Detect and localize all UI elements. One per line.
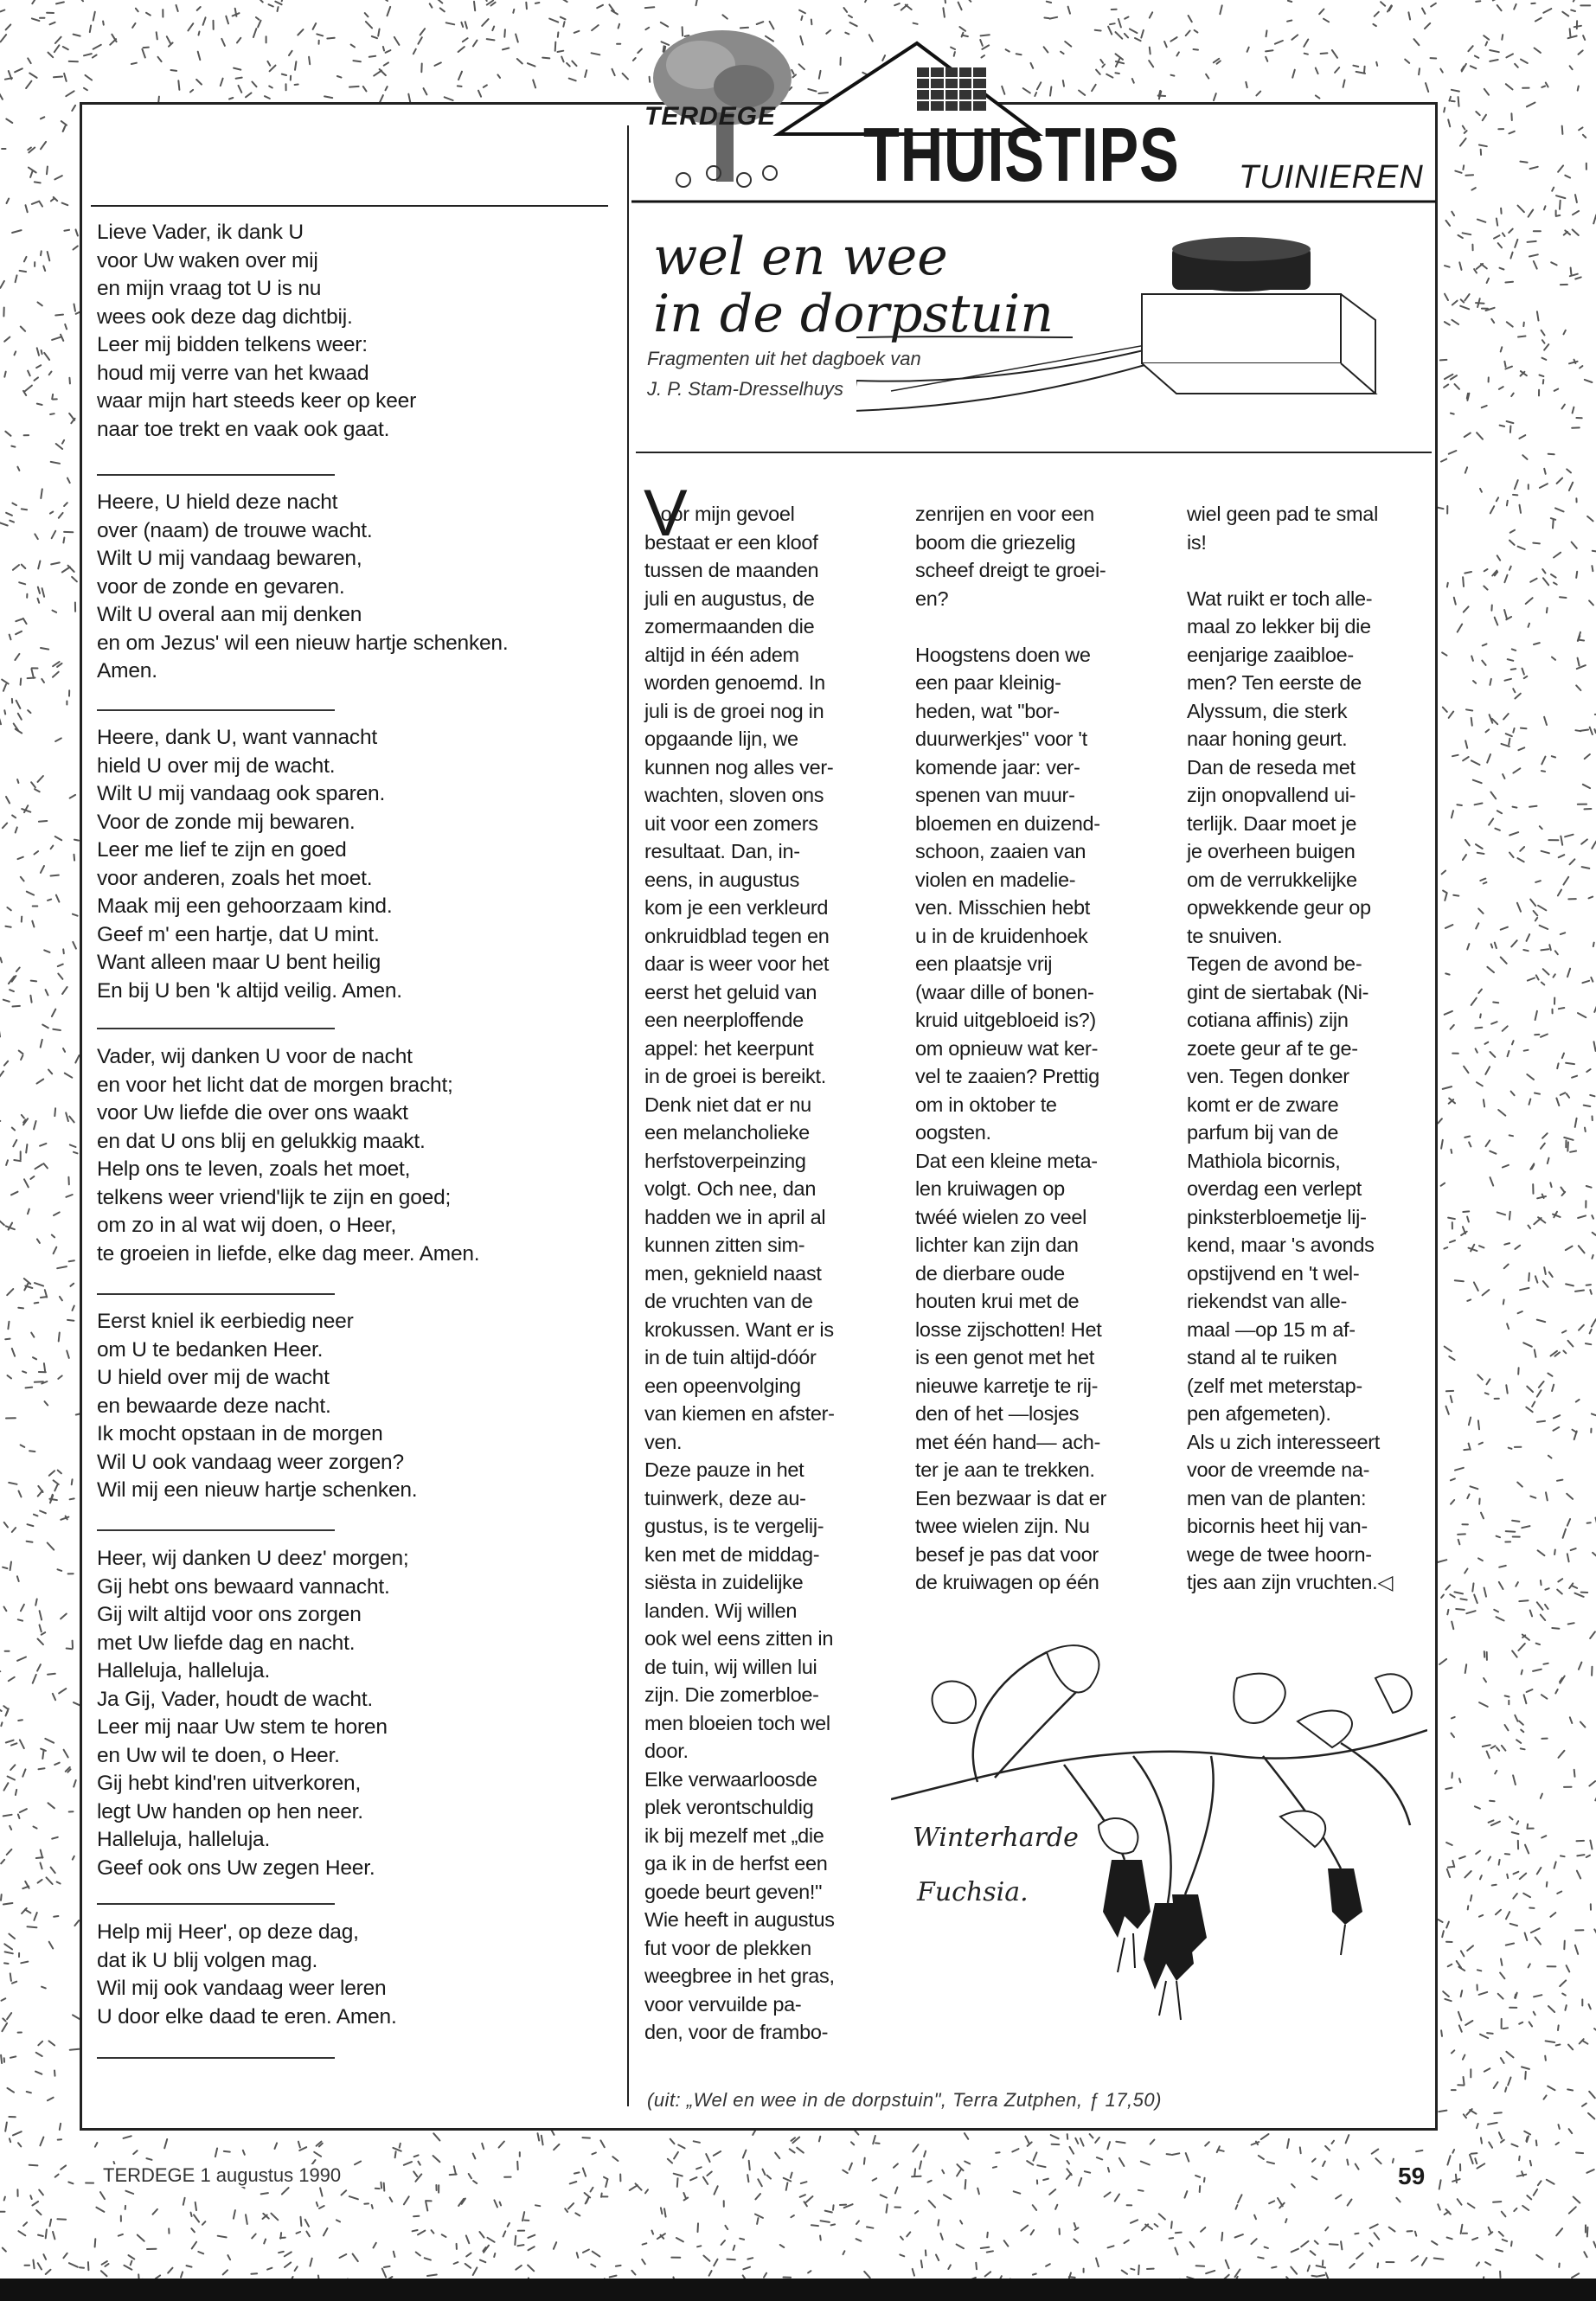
prayer-2: Heere, U hield deze nacht over (naam) de trouwe wacht. Wilt U mij vandaag bewaren, voor de zonde en gevaren. Wilt U overal aan mij denken en om Jezus' wil een nieuw hartje schenken. Amen. <box>97 490 509 683</box>
prayer-3: Heere, dank U, want vannacht hield U over mij de wacht. Wilt U mij vandaag ook sparen. Voor de zonde mij bewaren. Leer me lief te zijn en goed voor anderen, zoals het moet. Maak mij een gehoorzaam kind. Geef m' een hartje, dat U mint. Want alleen maar U bent heilig En bij U ben 'k altijd veilig. Amen. <box>97 726 402 1003</box>
article-subtitle-line-1: Fragmenten uit het dagboek van <box>647 348 921 369</box>
page-number: 59 <box>1394 2163 1428 2190</box>
prayer-6: Heer, wij danken U deez' morgen; Gij hebt ons bewaard vannacht. Gij wilt altijd voor ons zorgen met Uw liefde dag en nacht. Halleluja, halleluja. Ja Gij, Vader, houdt de wacht. Leer mij naar Uw stem te horen en Uw wil te doen, o Heer. Gij hebt kind'ren uitverkoren, legt Uw handen op hen neer. Halleluja, halleluja. Geef ook ons Uw zegen Heer. <box>97 1547 409 1880</box>
prayer-separator <box>97 1028 335 1029</box>
inkpot-pen-illustration <box>856 234 1419 458</box>
article-subtitle-line-2: J. P. Stam-Dresselhuys <box>647 378 844 400</box>
prayer-separator <box>97 1529 335 1531</box>
bottom-edge-bar <box>0 2279 1596 2301</box>
prayer-4: Vader, wij danken U voor de nacht en voor het licht dat de morgen bracht; voor Uw liefde die over ons waakt en dat U ons blij en gelukkig maakt. Help ons te leven, zoals het moet, telkens weer vriend'lijk te zijn en goed; om zo in al wat wij doen, o Heer, te groeien in liefde, elke dag meer. Amen. <box>97 1045 480 1266</box>
brand-name: TERDEGE <box>644 102 777 131</box>
article-column-1: oor mijn gevoel bestaat er een kloof tussen de maanden juli en augustus, de zomermaanden die altijd in één adem worden genoemd. In juli is de groei nog in opgaande lijn, we kunnen nog alles ver- wachten, sloven ons uit voor een zomers resultaat. Dan, in- eens, in augustus kom je een verkleurd onkruidblad tegen en daar is weer voor het eerst het geluid van een neerploffende appel: het keerpunt in de groei is bereikt. Denk niet dat er nu een melancholieke herfstoverpeinzing volgt. Och nee, dan hadden we in april al kunnen zitten sim- men, geknield naast de vruchten van de krokussen. Want er is in de tuin altijd-dóór een opeenvolging van kiemen en afster- ven. Deze pauze in het tuinwerk, deze au- gustus, is te vergelij- ken met de middag- siësta in zuidelijke landen. Wij willen ook wel eens zitten in de tuin, wij willen lui zijn. Die zomerbloe- men bloeien toch wel door. Elke verwaarloosde plek verontschuldig ik bij mezelf met „die ga ik in de herfst een goede beurt geven!" Wie heeft in augustus fut voor de plekken weegbree in het gras, voor vervuilde pa- den, voor de frambo- <box>644 503 835 2043</box>
prayer-separator <box>97 1293 335 1295</box>
prayer-separator <box>97 709 335 711</box>
illustration-label-line-2: Fuchsia. <box>917 1877 1029 1907</box>
right-top-rule <box>636 452 1432 453</box>
category-label: TUINIEREN <box>1239 159 1424 195</box>
publication-date: TERDEGE 1 augustus 1990 <box>99 2164 344 2187</box>
article-column-3: wiel geen pad te smal is! Wat ruikt er toch alle- maal zo lekker bij die eenjarige zaaibloe- men? Ten eerste de Alyssum, die sterk naar honing geurt. Dan de reseda met zijn onopvallend ui- terlijk. Daar moet je je overheen buigen om de verrukkelijke opwekkende geur op te snuiven. Tegen de avond be- gint de siertabak (Ni- cotiana affinis) zijn zoete geur af te ge- ven. Tegen donker komt er de zware parfum bij van de Mathiola bicornis, overdag een verlept pinksterbloemetje lij- kend, maar 's avonds opstijvend en 't wel- riekendst van alle- maal —op 15 m af- stand al te ruiken (zelf met meterstap- pen afgemeten). Als u zich interesseert voor de vreemde na- men van de planten: bicornis heet hij van- wege de twee hoorn- tjes aan zijn vruchten.◁ <box>1187 503 1394 1593</box>
illustration-label-line-1: Winterharde <box>913 1823 1079 1853</box>
section-title: THUISTIPS <box>863 112 1180 197</box>
article-title-line-1: wel en wee <box>653 227 948 287</box>
column-divider <box>627 125 629 2106</box>
prayer-separator <box>97 1903 335 1905</box>
article-column-2: zenrijen en voor een boom die griezelig scheef dreigt te groei- en? Hoogstens doen we een paar kleinig- heden, wat "bor- duurwerkjes" voor 't komende jaar: ver- spenen van muur- bloemen en duizend- schoon, zaaien van violen en madelie- ven. Misschien hebt u in de kruidenhoek een plaatsje vrij (waar dille of bonen- kruid uitgebloeid is?) om opnieuw wat ker- vel te zaaien? Prettig om in oktober te oogsten. Dat een kleine meta- len kruiwagen op twéé wielen zo veel lichter kan zijn dan de dierbare oude houten krui met de losse zijschotten! Het is een genot met het nieuwe karretje te rij- den of het —losjes met één hand— ach- ter je aan te trekken. Een bezwaar is dat er twee wielen zijn. Nu besef je pas dat voor de kruiwagen op één <box>915 503 1106 1593</box>
prayer-5: Eerst kniel ik eerbiedig neer om U te bedanken Heer. U hield over mij de wacht en bewaarde deze nacht. Ik mocht opstaan in de morgen Wil U ook vandaag weer zorgen? Wil mij een nieuw hartje schenken. <box>97 1310 418 1502</box>
article-title-line-2: in de dorpstuin <box>653 284 1054 344</box>
drop-cap: V <box>644 477 688 550</box>
left-top-rule <box>91 205 608 207</box>
prayer-separator <box>97 474 335 476</box>
book-caption: (uit: „Wel en wee in de dorpstuin", Terra Zutphen, ƒ 17,50) <box>647 2089 1162 2111</box>
prayer-1: Lieve Vader, ik dank U voor Uw waken over mij en mijn vraag tot U is nu wees ook deze dag dichtbij. Leer mij bidden telkens weer: houd mij verre van het kwaad waar mijn hart steeds keer op keer naar toe trekt en vaak ook gaat. <box>97 221 417 441</box>
prayer-7: Help mij Heer', op deze dag, dat ik U blij volgen mag. Wil mij ook vandaag weer leren U door elke daad te eren. Amen. <box>97 1920 397 2029</box>
prayer-separator <box>97 2057 335 2059</box>
